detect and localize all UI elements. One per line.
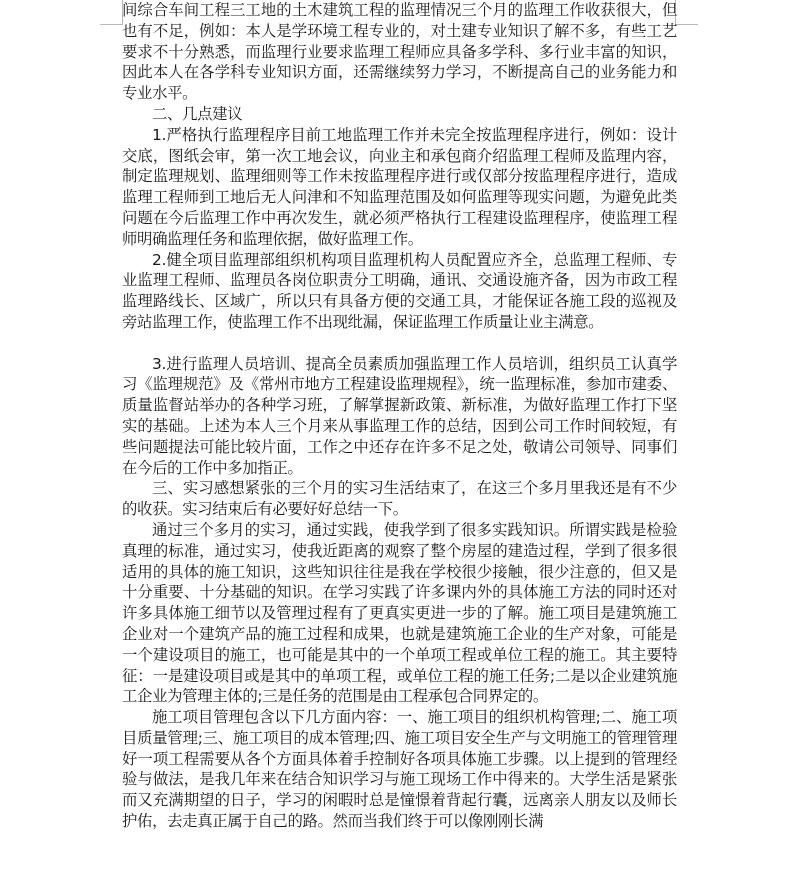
paragraph-suggestion-1: 1.严格执行监理程序目前工地监理工作并未完全按监理程序进行，例如：设计交底，图纸会审，第一次工地会议，向业主和承包商介绍监理工程师及监理内容，制定监理规划、监理细则等工作未按监理程序进行或仅部分按监理程序进行，造成监理工程师到工地后无人问津和不知监理范围及如何监理等现实问题，为避免此类问题在今后监理工作中再次发生，就必须严格执行工程建设监理程序，使监理工程师明确监理任务和监理依据，做好监理工作。: [122, 125, 677, 248]
paragraph-suggestion-2: 2.健全项目监理部组织机构项目监理机构人员配置应齐全，总监理工程师、专业监理工程师、监理员各岗位职责分工明确，通讯、交通设施齐备，因为市政工程监理路线长、区域广，所以只有具备方便的交通工具，才能保证各施工段的巡视及旁站监理工作，使监理工作不出现纰漏，保证监理工作质量让业主满意。: [122, 250, 677, 331]
crop-mark-top-right: [675, 24, 698, 25]
paragraph-suggestion-3: 3.进行监理人员培训、提高全员素质加强监理工作人员培训，组织员工认真学习《监理规范》及《常州市地方工程建设监理规程》，统一监理标准，参加市建委、质量监督站举办的各种学习班，了解掌握新政策、新标准，为做好监理工作打下坚实的基础。上述为本人三个月来从事监理工作的总结，因到公司工作时间较短，有些问题提法可能比较片面，工作之中还存在许多不足之处，敬请公司领导、同事们在今后的工作中多加指正。: [122, 354, 677, 477]
crop-mark-top-left: [100, 24, 123, 25]
paragraph-reflection-1: 通过三个多月的实习，通过实践，使我学到了很多实践知识。所谓实践是检验真理的标准，通过实习，使我近距离的观察了整个房屋的建造过程，学到了很多很适用的具体的施工知识，这些知识往往是我在学校很少接触，很少注意的，但又是十分重要、十分基础的知识。在学习实践了许多课内外的具体施工方法的同时还对许多具体施工细节以及管理过程有了更真实更进一步的了解。施工项目是建筑施工企业对一个建筑产品的施工过程和成果，也就是建筑施工企业的生产对象，可能是一个建设项目的施工，也可能是其中的一个单项工程或单位工程的施工。其主要特征：一是建设项目或是其中的单项工程，或单位工程的施工任务;二是以企业建筑施工企业为管理主体的;三是任务的范围是由工程承包合同界定的。: [122, 520, 677, 706]
paragraph-intro-continued: 间综合车间工程三工地的土木建筑工程的监理情况三个月的监理工作收获很大，但也有不足，例如：本人是学环境工程专业的，对土建专业知识了解不多，有些工艺要求不十分熟悉，而监理行业要求监理工程师应具备多学科、多行业丰富的知识，因此本人在各学科专业知识方面，还需继续努力学习，不断提高自己的业务能力和专业水平。: [122, 1, 677, 103]
paragraph-reflection-heading: 三、实习感想紧张的三个月的实习生活结束了，在这三个多月里我还是有不少的收获。实习结束后有必要好好总结一下。: [122, 479, 677, 519]
blank-line: [122, 333, 677, 354]
document-body: [122, 0, 677, 832]
paragraph-reflection-2: 施工项目管理包含以下几方面内容：一、施工项目的组织机构管理;二、施工项目质量管理;三、施工项目的成本管理;四、施工项目安全生产与文明施工的管理管理好一项工程需要从各个方面具体着手控制好各项具体施工步骤。以上提到的管理经验与做法，是我几年来在结合知识学习与施工现场工作中得来的。大学生活是紧张而又充满期望的日子，学习的闲暇时总是憧憬着背起行囊，远离亲人朋友以及师长护佑，去走真正属于自己的路。然而当我们终于可以像刚刚长满: [122, 708, 677, 831]
section-heading-suggestions: 二、几点建议: [152, 104, 243, 123]
